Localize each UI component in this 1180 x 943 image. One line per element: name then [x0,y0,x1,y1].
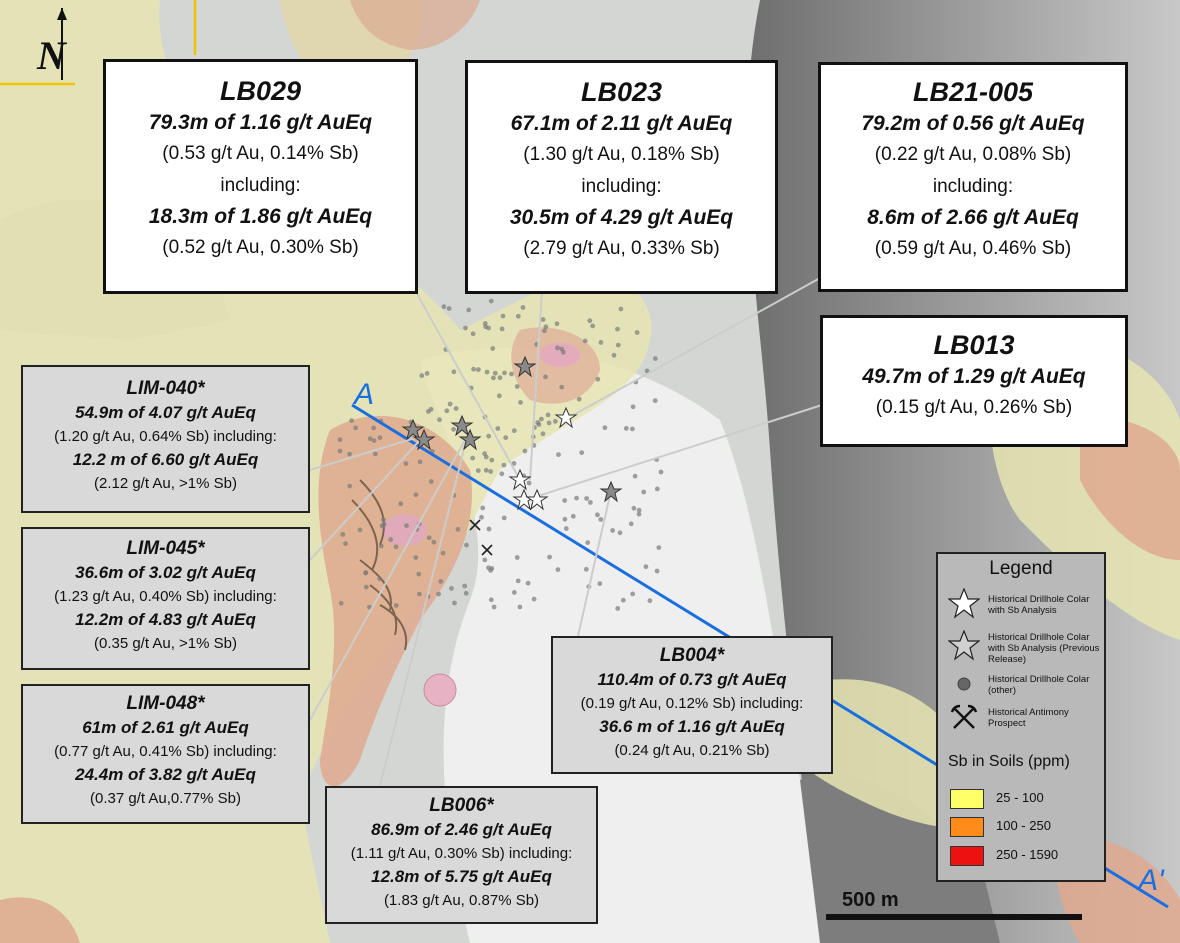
drillhole-dot [444,408,449,413]
drillhole-dot [454,406,459,411]
soil-class-label: 100 - 250 [996,818,1051,833]
drillhole-dot [527,481,532,486]
callout-sub-detail: (1.83 g/t Au, 0.87% Sb) [383,892,540,909]
soil-red-core-3 [540,343,580,367]
drillhole-dot [624,426,629,431]
drillhole-dot [585,540,590,545]
callout-main-detail: (0.53 g/t Au, 0.14% Sb) [162,143,359,164]
drillhole-dot [635,330,640,335]
drillhole-dot [432,540,437,545]
drillhole-dot [347,484,352,489]
soil-legend-title: Sb in Soils (ppm) [948,753,1070,770]
drillhole-dot [425,371,430,376]
drillhole-dot [417,592,422,597]
drillhole-dot [381,517,386,522]
drillhole-dot [555,345,560,350]
drillhole-dot [339,601,344,606]
grey-star-icon [948,630,980,662]
callout-main-detail: (0.19 g/t Au, 0.12% Sb) including: [580,695,804,712]
drillhole-dot [619,307,624,312]
drillhole-dot [490,566,495,571]
callout-title: LB029 [219,76,302,106]
drillhole-dot [413,555,418,560]
callout-sub-intercept: 12.2 m of 6.60 g/t AuEq [72,450,259,469]
drillhole-dot [629,521,634,526]
drillhole-dot [398,501,403,506]
legend-item-label: Historical Drillhole Colar with Sb Analysis [988,594,1090,616]
drillhole-dot [493,371,498,376]
drillhole-dot [523,449,528,454]
drillhole-dot [499,471,504,476]
drillhole-dot [338,449,343,454]
callout-main-detail: (1.30 g/t Au, 0.18% Sb) [523,144,720,165]
drillhole-dot [515,384,520,389]
drillhole-dot [512,590,517,595]
drillhole-dot [486,434,491,439]
callout-title: LB006* [429,795,494,816]
callout-lb023 [465,60,778,294]
callout-main-intercept: 67.1m of 2.11 g/t AuEq [510,112,733,135]
drillhole-dot [394,603,399,608]
drillhole-dot [340,532,345,537]
drillhole-dot [547,421,552,426]
callout-sub-intercept: 18.3m of 1.86 g/t AuEq [148,205,373,228]
drillhole-dot [653,398,658,403]
callout-main-intercept: 49.7m of 1.29 g/t AuEq [862,365,1086,388]
legend [936,552,1106,882]
drillhole-dot [630,592,635,597]
drillhole-dot [541,431,546,436]
drillhole-dot [441,551,446,556]
drillhole-dot [483,324,488,329]
callout-sub-intercept: 36.6 m of 1.16 g/t AuEq [599,717,785,736]
drillhole-dot [471,367,476,372]
drillhole-dot [618,530,623,535]
callout-title: LB023 [580,77,663,107]
drillhole-dot [489,299,494,304]
drillhole-dot [516,579,521,584]
callout-sub-detail: (0.35 g/t Au, >1% Sb) [93,635,237,652]
drillhole-dot [615,327,620,332]
drillhole-dot [500,327,505,332]
drillhole-dot [379,544,384,549]
soil-class-label: 250 - 1590 [996,847,1059,862]
callout-lb013 [820,315,1128,447]
callout-main-detail: (0.22 g/t Au, 0.08% Sb) [874,144,1072,165]
callout-main-intercept: 86.9m of 2.46 g/t AuEq [371,820,552,839]
callout-sub-detail: (2.79 g/t Au, 0.33% Sb) [523,238,720,259]
drillhole-dot [498,375,503,380]
drillhole-dot [559,385,564,390]
drillhole-dot [364,585,369,590]
drillhole-dot [501,314,506,319]
callout-lb006 [325,786,598,924]
drillhole-dot [429,407,434,412]
callout-lim-045 [21,527,310,670]
drillhole-dot [655,569,660,574]
drillhole-dot [353,425,358,430]
drillhole-dot [571,514,576,519]
drillhole-dot [502,516,507,521]
drillhole-dot [464,543,469,548]
callout-lb21-005 [818,62,1128,292]
legend-item-label: Historical Drillhole Colar with Sb Analysis (Previous Release) [988,632,1100,665]
callout-lb004 [551,636,833,774]
drillhole-dot [482,451,487,456]
drillhole-dot [577,397,582,402]
drillhole-dot [427,535,432,540]
drillhole-dot [597,581,602,586]
drillhole-dot [610,528,615,533]
drillhole-dot [584,496,589,501]
drillhole-dot [451,427,456,432]
callout-sub-detail: (0.59 g/t Au, 0.46% Sb) [874,238,1072,259]
drillhole-dot [512,428,517,433]
drillhole-dot [452,601,457,606]
drillhole-dot [489,597,494,602]
callout-main-detail: (1.20 g/t Au, 0.64% Sb) including: [54,428,277,445]
drillhole-dot [437,417,442,422]
scale-bar [826,914,1082,920]
callout-main-intercept: 110.4m of 0.73 g/t AuEq [597,670,787,689]
callout-main-detail: (0.15 g/t Au, 0.26% Sb) [875,397,1073,418]
callout-sub-intercept: 30.5m of 4.29 g/t AuEq [509,206,734,229]
drillhole-dot [456,527,461,532]
callout-title: LB013 [933,330,1015,360]
drillhole-dot [479,515,484,520]
drillhole-dot [373,452,378,457]
drillhole-dot [521,305,526,310]
drillhole-dot [584,567,589,572]
callout-sub-intercept: 12.8m of 5.75 g/t AuEq [371,867,552,886]
drillhole-dot [419,373,424,378]
callout-main-detail: (1.23 g/t Au, 0.40% Sb) including: [54,588,277,605]
drillhole-dot [448,402,453,407]
drillhole-dot [648,598,653,603]
callout-main-intercept: 61m of 2.61 g/t AuEq [82,718,249,737]
callout-main-detail: (1.11 g/t Au, 0.30% Sb) including: [350,845,573,862]
callout-sub-detail: (0.24 g/t Au, 0.21% Sb) [614,742,770,759]
callout-title: LIM-040* [126,378,205,399]
drillhole-dot [509,372,514,377]
north-label: N [37,33,66,78]
drillhole-dot [583,339,588,344]
drillhole-dot [485,370,490,375]
drillhole-dot [515,555,520,560]
drillhole-dot [587,318,592,323]
callout-main-intercept: 54.9m of 4.07 g/t AuEq [75,403,256,422]
drillhole-dot [476,367,481,372]
drillhole-dot [541,317,546,322]
drillhole-dot [489,458,494,463]
drillhole-dot [547,555,552,560]
drillhole-dot [574,496,579,501]
drillhole-dot [497,393,502,398]
drillhole-dot [466,308,471,313]
section-end-label: A' [1138,864,1164,897]
callout-sub-detail: (2.12 g/t Au, >1% Sb) [93,475,237,492]
drillhole-dot [404,523,409,528]
drillhole-dot [404,461,409,466]
drillhole-dot [490,346,495,351]
drillhole-dot [347,452,352,457]
callout-main-intercept: 36.6m of 3.02 g/t AuEq [75,563,256,582]
callout-main-detail: (0.77 g/t Au, 0.41% Sb) including: [54,743,277,760]
drillhole-dot [436,592,441,597]
drillhole-dot [615,606,620,611]
soil-class-label: 25 - 100 [996,790,1044,805]
drillhole-dot [378,435,383,440]
drillhole-dot [546,413,551,418]
drillhole-dot [388,537,393,542]
drillhole-dot [563,517,568,522]
callout-main-intercept: 79.3m of 1.16 g/t AuEq [148,111,373,134]
drillhole-dot [518,400,523,405]
drillhole-dot [535,420,540,425]
drillhole-dot [464,591,469,596]
drillhole-dot [631,404,636,409]
callout-including: including: [581,176,662,197]
callout-sub-detail: (0.37 g/t Au,0.77% Sb) [90,790,241,807]
soil-swatch-yellow [950,789,984,809]
drillhole-dot [502,463,507,468]
drillhole-dot [532,597,537,602]
drillhole-dot [492,605,497,610]
drillhole-dot [447,306,452,311]
callout-sub-intercept: 8.6m of 2.66 g/t AuEq [867,206,1079,229]
drillhole-dot [363,571,368,576]
drillhole-dot [503,435,508,440]
drillhole-dot [471,331,476,336]
drillhole-dot [463,326,468,331]
drillhole-dot [562,498,567,503]
drillhole-dot [556,452,561,457]
drillhole-dot [656,545,661,550]
callout-title: LB21-005 [912,77,1034,107]
drillhole-dot [371,426,376,431]
section-start-label: A [354,378,375,411]
white-star-icon [948,588,980,620]
legend-title: Legend [989,558,1053,579]
drillhole-dot [659,470,664,475]
drillhole-dot [480,506,485,511]
drillhole-dot [487,527,492,532]
drillhole-dot [442,304,447,309]
drillhole-dot [564,526,569,531]
drillhole-dot [556,567,561,572]
callout-sub-detail: (0.52 g/t Au, 0.30% Sb) [162,237,359,258]
callout-sub-intercept: 12.2m of 4.83 g/t AuEq [75,610,256,629]
drillhole-dot [637,512,642,517]
drillhole-dot [495,426,500,431]
drillhole-dot [542,328,547,333]
drillhole-dot [599,340,604,345]
callout-including: including: [220,175,301,196]
drillhole-dot [343,541,348,546]
drillhole-dot [595,512,600,517]
drillhole-dot [418,459,423,464]
soil-swatch-red [950,846,984,866]
drillhole-dot [476,468,481,473]
drillhole-dot [561,350,566,355]
drillhole-dot [377,576,382,581]
drillhole-dot [429,479,434,484]
legend-item-label: Historical Drillhole Colar (other) [988,674,1090,696]
drillhole-dot [462,584,467,589]
drillhole-dot [482,558,487,563]
drillhole-dot [338,437,343,442]
drillhole-dot [516,314,521,319]
drillhole-dot [449,586,454,591]
drillhole-dot [382,522,387,527]
drillhole-dot [349,418,354,423]
callout-including: including: [932,176,1014,197]
drillhole-dot [595,377,600,382]
drillhole-dot [502,371,507,376]
callout-main-intercept: 79.2m of 0.56 g/t AuEq [861,112,1085,135]
drillhole-dot [598,517,603,522]
drillhole-dot [655,487,660,492]
callout-sub-intercept: 24.4m of 3.82 g/t AuEq [75,765,256,784]
callout-title: LIM-048* [126,693,205,714]
callout-lim-048 [21,684,310,824]
drillhole-dot [641,490,646,495]
drillhole-dot [621,598,626,603]
drillhole-dot [644,564,649,569]
drillhole-dot [488,469,493,474]
drillhole-dot [632,506,637,511]
callout-lb029 [103,59,418,294]
drillhole-dot [470,456,475,461]
legend-item-label: Historical Antimony Prospect [988,707,1069,729]
soil-swatch-orange [950,817,984,837]
drillhole-dot [394,544,399,549]
drillhole-dot [612,353,617,358]
callout-title: LIM-045* [126,538,205,559]
callout-lim-040 [21,365,310,513]
drillhole-dot [579,450,584,455]
drillhole-dot [368,436,373,441]
drillhole-dot [526,581,531,586]
drillhole-dot [616,343,621,348]
grey-dot-icon [954,674,974,694]
drillhole-dot [414,492,419,497]
north-arrow [30,6,80,82]
crossed-pickaxes-icon [950,704,978,732]
drillhole-dot [518,605,523,610]
drillhole-dot [555,321,560,326]
drillhole-dot [633,474,638,479]
drillhole-dot [553,419,558,424]
drillhole-dot [416,572,421,577]
drillhole-dot [588,500,593,505]
drillhole-dot [539,417,544,422]
drillhole-dot [653,356,658,361]
drillhole-dot [491,376,496,381]
callout-title: LB004* [659,645,725,666]
drillhole-dot [543,375,548,380]
drillhole-dot [438,579,443,584]
scale-label: 500 m [842,889,899,911]
drillhole-dot [484,468,489,473]
soil-red-core [424,674,456,706]
drillhole-dot [452,369,457,374]
drillhole-dot [630,427,635,432]
drillhole-dot [590,324,595,329]
drillhole-dot [358,528,363,533]
drillhole-dot [603,425,608,430]
